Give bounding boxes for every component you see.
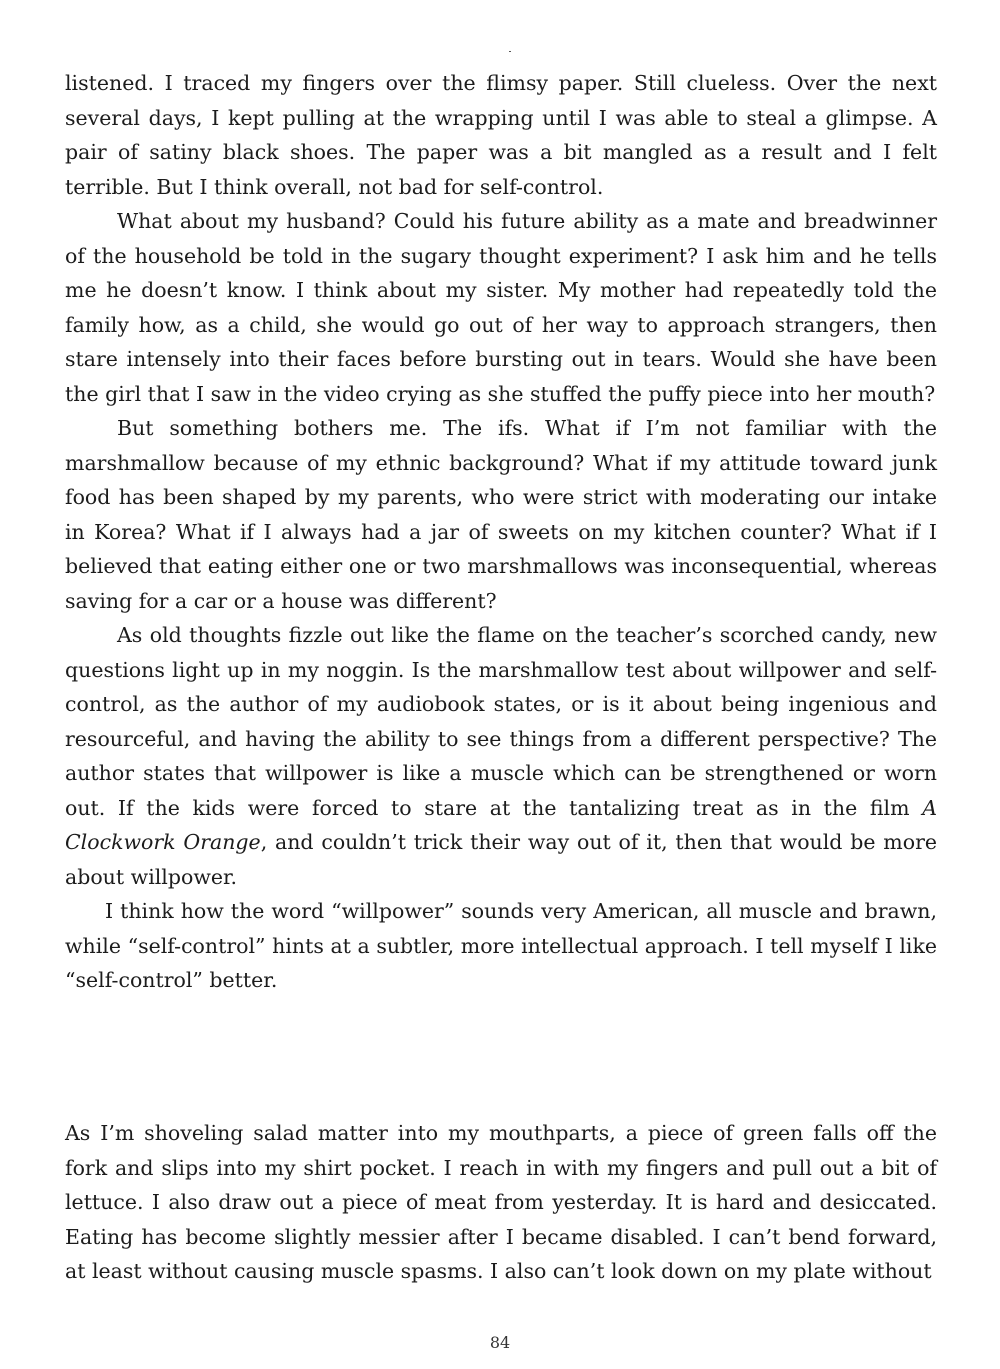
paragraph-5: I think how the word “willpower” sounds very American, all muscle and brawn, while “self-control” hints at a subtler, more intellectual approach. I tell myself I like “self-control” better. bbox=[65, 899, 937, 992]
paragraph-2: What about my husband? Could his future ability as a mate and breadwinner of the household be told in the sugary thought experiment? I ask him and he tells me he doesn’t know. I think about my sister. My mother had repeatedly told the family how, as a child, she would go out of her way to approach strangers, then stare intensely into their faces before bursting out in tears. Would she have been the girl that I saw in the video crying as she stuffed the puffy piece into her mouth? bbox=[65, 209, 937, 406]
page-number: 84 bbox=[489, 1333, 511, 1352]
section-two-text bbox=[65, 1116, 937, 1289]
paragraph-4-text-after: , and couldn’t trick their way out of it, then that would be more about willpower. bbox=[65, 830, 937, 889]
top-mark bbox=[509, 51, 511, 52]
paragraph-4 bbox=[65, 618, 937, 894]
paragraph-6: As I’m shoveling salad matter into my mouthparts, a piece of green falls off the fork and slips into my shirt pocket. I reach in with my fingers and pull out a bit of lettuce. I also draw out a piece of meat from yesterday. It is hard and desiccated. Eating has become slightly messier after I became disabled. I can’t bend forward, at least without causing muscle spasms. I also can’t look down on my plate without bbox=[65, 1121, 937, 1283]
film-title: A Clockwork Orange bbox=[65, 795, 937, 854]
paragraph-4-text-before: As old thoughts fizzle out like the flame on the teacher’s scorched candy, new questions light up in my noggin. Is the marshmallow test about willpower and self-control, as the author of my audiobook states, or is it about being ingenious and resourceful, and having the ability to see things from a different perspective? The author states that willpower is like a muscle which can be strengthened or worn out. If the kids were forced to stare at the tantalizing treat as in the film bbox=[65, 623, 937, 820]
section-one-text bbox=[65, 66, 937, 998]
paragraph-1: listened. I traced my fingers over the flimsy paper. Still clueless. Over the next several days, I kept pulling at the wrapping until I was able to steal a glimpse. A pair of satiny black shoes. The paper was a bit mangled as a result and I felt terrible. But I think overall, not bad for self-control. bbox=[65, 71, 937, 199]
paragraph-3: But something bothers me. The ifs. What if I’m not familiar with the marshmallow because of my ethnic background? What if my attitude toward junk food has been shaped by my parents, who were strict with moderating our intake in Korea? What if I always had a jar of sweets on my kitchen counter? What if I believed that eating either one or two marshmallows was inconsequential, whereas saving for a car or a house was different? bbox=[65, 416, 937, 613]
